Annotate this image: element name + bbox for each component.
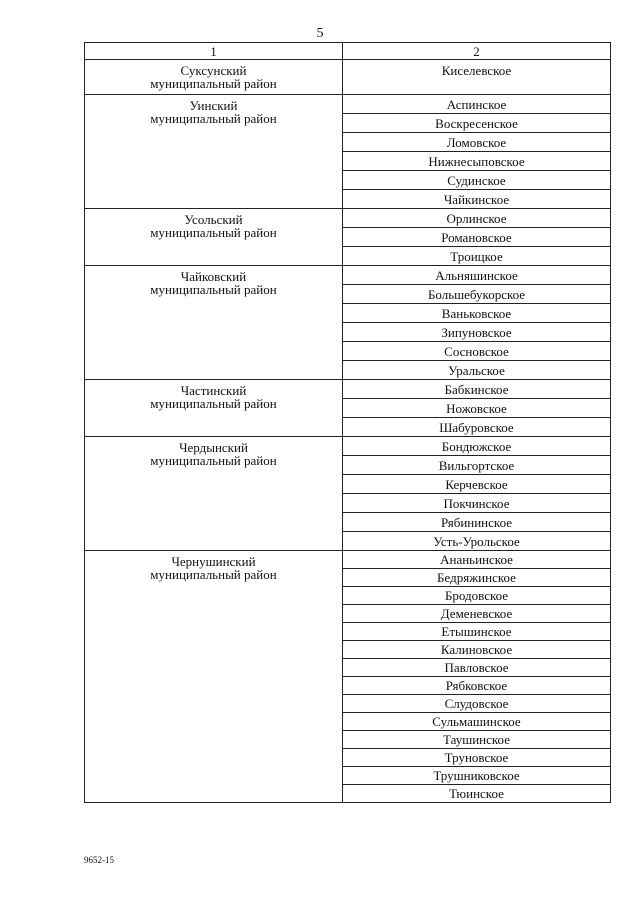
district-cell bbox=[85, 437, 343, 551]
settlement-cell: Чайкинское bbox=[343, 190, 611, 209]
settlement-cell: Киселевское bbox=[343, 60, 611, 95]
district-cell bbox=[85, 60, 343, 95]
settlement-cell: Воскресенское bbox=[343, 114, 611, 133]
table-row bbox=[85, 437, 611, 456]
settlement-cell: Рябковское bbox=[343, 677, 611, 695]
district-name: Частинский bbox=[180, 383, 247, 398]
settlement-cell: Бедряжинское bbox=[343, 569, 611, 587]
settlement-cell: Судинское bbox=[343, 171, 611, 190]
settlement-cell: Орлинское bbox=[343, 209, 611, 228]
table-row bbox=[85, 380, 611, 399]
table-row bbox=[85, 60, 611, 95]
district-cell bbox=[85, 95, 343, 209]
district-name: Усольский bbox=[184, 212, 243, 227]
settlement-cell: Сульмашинское bbox=[343, 713, 611, 731]
districts-table bbox=[84, 42, 611, 803]
settlement-cell: Трушниковское bbox=[343, 767, 611, 785]
settlement-cell: Шабуровское bbox=[343, 418, 611, 437]
district-suffix: муниципальный район bbox=[150, 225, 277, 240]
settlement-cell: Усть-Урольское bbox=[343, 532, 611, 551]
table-row bbox=[85, 209, 611, 228]
district-cell bbox=[85, 380, 343, 437]
settlement-cell: Аспинское bbox=[343, 95, 611, 114]
settlement-cell: Романовское bbox=[343, 228, 611, 247]
district-name: Уинский bbox=[189, 98, 238, 113]
district-suffix: муниципальный район bbox=[150, 76, 277, 91]
settlement-cell: Етышинское bbox=[343, 623, 611, 641]
page-number: 5 bbox=[316, 26, 324, 41]
district-suffix: муниципальный район bbox=[150, 282, 277, 297]
district-suffix: муниципальный район bbox=[150, 396, 277, 411]
settlement-cell: Сосновское bbox=[343, 342, 611, 361]
settlement-cell: Бондюжское bbox=[343, 437, 611, 456]
district-name: Чайковский bbox=[180, 269, 247, 284]
settlement-cell: Труновское bbox=[343, 749, 611, 767]
settlement-cell: Слудовское bbox=[343, 695, 611, 713]
table-row bbox=[85, 551, 611, 569]
district-cell bbox=[85, 551, 343, 803]
settlement-cell: Калиновское bbox=[343, 641, 611, 659]
settlement-cell: Ножовское bbox=[343, 399, 611, 418]
settlement-cell: Рябининское bbox=[343, 513, 611, 532]
district-suffix: муниципальный район bbox=[150, 453, 277, 468]
settlement-cell: Керчевское bbox=[343, 475, 611, 494]
settlement-cell: Вильгортское bbox=[343, 456, 611, 475]
settlement-cell: Бабкинское bbox=[343, 380, 611, 399]
district-suffix: муниципальный район bbox=[150, 567, 277, 582]
document-code: 9652-15 bbox=[84, 855, 114, 865]
district-name: Чердынский bbox=[179, 440, 248, 455]
district-suffix: муниципальный район bbox=[150, 111, 277, 126]
settlement-cell: Уральское bbox=[343, 361, 611, 380]
settlement-cell: Павловское bbox=[343, 659, 611, 677]
district-cell bbox=[85, 266, 343, 380]
district-cell bbox=[85, 209, 343, 266]
header-col-1: 1 bbox=[85, 43, 343, 60]
table-row bbox=[85, 266, 611, 285]
settlement-cell: Ломовское bbox=[343, 133, 611, 152]
district-name: Чернушинский bbox=[171, 554, 256, 569]
header-col-2: 2 bbox=[343, 43, 611, 60]
settlement-cell: Деменевское bbox=[343, 605, 611, 623]
settlement-cell: Зипуновское bbox=[343, 323, 611, 342]
settlement-cell: Нижнесыповское bbox=[343, 152, 611, 171]
table-row bbox=[85, 95, 611, 114]
settlement-cell: Большебукорское bbox=[343, 285, 611, 304]
table-header-row bbox=[85, 43, 611, 60]
settlement-cell: Таушинское bbox=[343, 731, 611, 749]
settlement-cell: Ваньковское bbox=[343, 304, 611, 323]
settlement-cell: Тюинское bbox=[343, 785, 611, 803]
district-name: Суксунский bbox=[180, 63, 247, 78]
settlement-cell: Покчинское bbox=[343, 494, 611, 513]
settlement-cell: Ананьинское bbox=[343, 551, 611, 569]
settlement-cell: Альняшинское bbox=[343, 266, 611, 285]
settlement-cell: Троицкое bbox=[343, 247, 611, 266]
settlement-cell: Бродовское bbox=[343, 587, 611, 605]
